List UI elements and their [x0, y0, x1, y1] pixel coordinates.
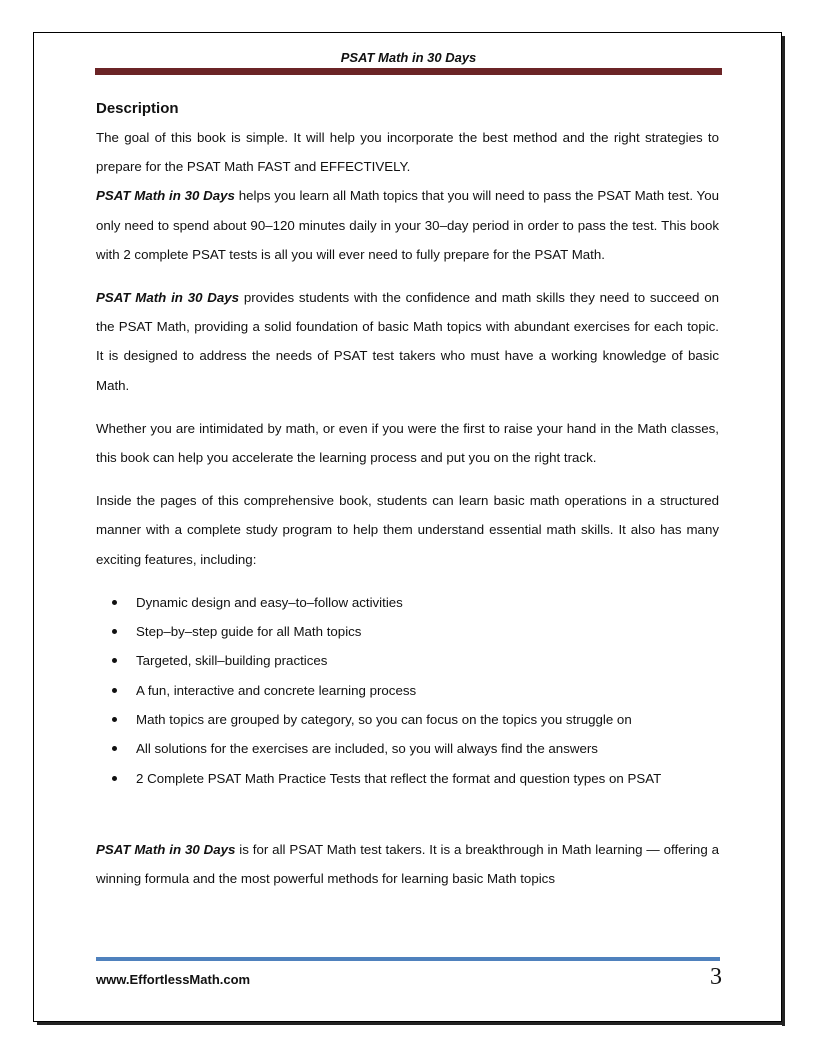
list-item: Targeted, skill–building practices	[96, 646, 719, 675]
paragraph-inside: Inside the pages of this comprehensive book, students can learn basic math operations in a structured manner with a complete study program to help them understand essential math skills. It also has many exciting features, including:	[96, 493, 719, 567]
book-title: PSAT Math in 30 Days	[96, 290, 240, 306]
paragraph-confidence-text: provides students with the confidence and math skills they need to succeed on the PSAT Math, providing a solid foundation of basic Math topics with abundant exercises for each topic. It is designed to address the needs of PSAT test takers who must have a working knowledge of basic Math.	[96, 290, 719, 393]
paragraph-goal: The goal of this book is simple. It will help you incorporate the best method and the right strategies to prepare for the PSAT Math FAST and EFFECTIVELY.	[96, 130, 719, 175]
page-border-shadow-right	[782, 36, 785, 1026]
paragraph-overview	[96, 181, 719, 269]
paragraph-confidence	[96, 283, 719, 400]
running-header-title: PSAT Math in 30 Days	[340, 50, 477, 65]
header-rule	[95, 68, 722, 75]
footer-rule	[96, 957, 720, 961]
list-item: Step–by–step guide for all Math topics	[96, 617, 719, 646]
page-border-shadow-bottom	[37, 1022, 785, 1025]
list-item: Math topics are grouped by category, so you can focus on the topics you struggle on	[96, 705, 719, 734]
page-body	[96, 97, 719, 893]
book-title: PSAT Math in 30 Days	[96, 188, 235, 204]
page-number: 3	[710, 964, 722, 990]
paragraph-intimidated: Whether you are intimidated by math, or even if you were the first to raise your hand in the Math classes, this book can help you accelerate the learning process and put you on the right track.	[96, 420, 719, 466]
list-item: 2 Complete PSAT Math Practice Tests that reflect the format and question types on PSAT	[96, 764, 719, 793]
paragraph-closing	[96, 835, 719, 893]
section-heading: Description	[96, 100, 179, 117]
list-item: All solutions for the exercises are included, so you will always find the answers	[96, 734, 719, 763]
paragraph-overview-text: helps you learn all Math topics that you will need to pass the PSAT Math test. You only need to spend about 90–120 minutes daily in your 30–day period in order to pass the test. This book with 2 complete PSAT tests is all you will ever need to fully prepare for the PSAT Math.	[96, 188, 719, 262]
list-item: Dynamic design and easy–to–follow activities	[96, 588, 719, 617]
list-item: A fun, interactive and concrete learning process	[96, 676, 719, 705]
features-list	[96, 588, 719, 793]
paragraph-closing-text: is for all PSAT Math test takers. It is a breakthrough in Math learning — offering a winning formula and the most powerful methods for learning basic Math topics	[96, 841, 719, 887]
book-title: PSAT Math in 30 Days	[96, 841, 236, 857]
footer-website-link[interactable]: www.EffortlessMath.com	[96, 972, 251, 987]
